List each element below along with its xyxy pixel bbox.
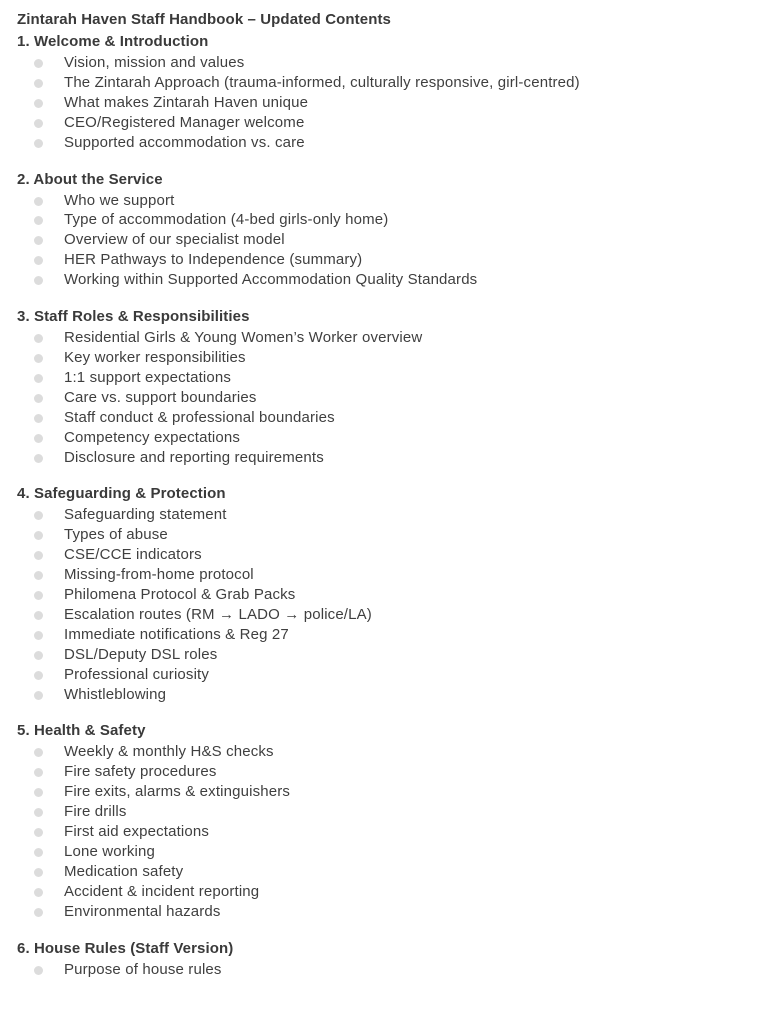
list-item (17, 862, 768, 882)
bullet-dot-icon (34, 454, 43, 463)
list-item (17, 545, 768, 565)
section-heading: 5. Health & Safety (17, 722, 146, 740)
bullet-dot-icon (34, 671, 43, 680)
list-item-text: Immediate notifications & Reg 27 (64, 625, 289, 643)
bullet-dot-icon (34, 236, 43, 245)
list-item (17, 428, 768, 448)
section-1 (17, 31, 768, 153)
bullet-dot-icon (34, 966, 43, 975)
bullet-dot-icon (34, 79, 43, 88)
list-item-text: Philomena Protocol & Grab Packs (64, 586, 296, 604)
list-item-text: Competency expectations (64, 428, 241, 446)
list-item-text: Fire exits, alarms & extinguishers (64, 783, 291, 801)
list-item (17, 408, 768, 428)
bullet-dot-icon (34, 768, 43, 777)
list-item-text: Key worker responsibilities (64, 348, 246, 366)
list-item (17, 368, 768, 388)
bullet-dot-icon (34, 434, 43, 443)
bullet-dot-icon (34, 216, 43, 225)
section-heading: 6. House Rules (Staff Version) (17, 939, 234, 957)
list-item (17, 665, 768, 685)
list-item-text: Staff conduct & professional boundaries (64, 408, 335, 426)
bullet-dot-icon (34, 354, 43, 363)
section-5 (17, 720, 768, 921)
bullet-dot-icon (34, 748, 43, 757)
list-item-text: Residential Girls & Young Women’s Worker overview (64, 329, 423, 347)
list-item (17, 842, 768, 862)
bullet-list (17, 742, 768, 921)
list-item (17, 685, 768, 705)
bullet-dot-icon (34, 59, 43, 68)
bullet-dot-icon (34, 256, 43, 265)
list-item (17, 565, 768, 585)
document-title: Zintarah Haven Staff Handbook – Updated Contents (17, 11, 391, 28)
bullet-dot-icon (34, 788, 43, 797)
list-item (17, 113, 768, 133)
list-item-text: Disclosure and reporting requirements (64, 448, 324, 466)
list-item-text: Weekly & monthly H&S checks (64, 743, 274, 761)
bullet-dot-icon (34, 888, 43, 897)
list-item-text: Purpose of house rules (64, 960, 222, 978)
list-item-text: CEO/Registered Manager welcome (64, 113, 305, 131)
list-item-text: First aid expectations (64, 823, 210, 841)
list-item-text: Fire safety procedures (64, 763, 217, 781)
section-4 (17, 483, 768, 704)
list-item (17, 960, 768, 980)
section-2 (17, 169, 768, 291)
list-item-text: Accident & incident reporting (64, 882, 260, 900)
list-item-text: HER Pathways to Independence (summary) (64, 251, 363, 269)
list-item-text: CSE/CCE indicators (64, 546, 202, 564)
list-item-text: The Zintarah Approach (trauma-informed, culturally responsive, girl-centred) (64, 73, 580, 91)
section-6 (17, 938, 768, 980)
list-item (17, 625, 768, 645)
list-item (17, 882, 768, 902)
bullet-dot-icon (34, 551, 43, 560)
bullet-dot-icon (34, 848, 43, 857)
bullet-dot-icon (34, 414, 43, 423)
list-item (17, 762, 768, 782)
bullet-dot-icon (34, 139, 43, 148)
bullet-dot-icon (34, 197, 43, 206)
bullet-dot-icon (34, 631, 43, 640)
list-item (17, 505, 768, 525)
list-item (17, 645, 768, 665)
list-item-text: Safeguarding statement (64, 506, 227, 524)
bullet-list (17, 328, 768, 467)
bullet-list (17, 53, 768, 153)
list-item-text: 1:1 support expectations (64, 368, 232, 386)
list-item-text: Missing-from-home protocol (64, 566, 254, 584)
bullet-dot-icon (34, 394, 43, 403)
bullet-dot-icon (34, 651, 43, 660)
list-item-text: Care vs. support boundaries (64, 388, 257, 406)
list-item (17, 270, 768, 290)
list-item (17, 742, 768, 762)
section-heading: 2. About the Service (17, 170, 163, 188)
list-item-text: Who we support (64, 191, 175, 209)
list-item (17, 210, 768, 230)
list-item-text: Lone working (64, 843, 156, 860)
list-item-text: Types of abuse (64, 526, 168, 544)
bullet-dot-icon (34, 99, 43, 108)
list-item (17, 822, 768, 842)
bullet-list (17, 960, 768, 980)
list-item-text: Overview of our specialist model (64, 231, 285, 249)
bullet-dot-icon (34, 611, 43, 620)
bullet-dot-icon (34, 591, 43, 600)
bullet-dot-icon (34, 119, 43, 128)
list-item-text: Fire drills (64, 803, 127, 821)
list-item-text: DSL/Deputy DSL roles (64, 645, 218, 663)
list-item (17, 328, 768, 348)
list-item-text: Medication safety (64, 862, 184, 880)
section-3 (17, 306, 768, 467)
section-heading: 3. Staff Roles & Responsibilities (17, 308, 250, 326)
section-heading: 1. Welcome & Introduction (17, 33, 209, 50)
list-item-text: Environmental hazards (64, 902, 221, 920)
list-item (17, 191, 768, 211)
bullet-dot-icon (34, 868, 43, 877)
list-item (17, 902, 768, 922)
bullet-list (17, 191, 768, 291)
bullet-dot-icon (34, 571, 43, 580)
list-item-text: Whistleblowing (64, 685, 167, 703)
bullet-dot-icon (34, 828, 43, 837)
list-item-text: Working within Supported Accommodation Quality Standards (64, 271, 478, 289)
bullet-dot-icon (34, 691, 43, 700)
list-item-text: Professional curiosity (64, 665, 210, 683)
bullet-dot-icon (34, 374, 43, 383)
list-item-text: Supported accommodation vs. care (64, 133, 305, 151)
list-item (17, 348, 768, 368)
list-item (17, 388, 768, 408)
bullet-dot-icon (34, 808, 43, 817)
bullet-dot-icon (34, 531, 43, 540)
bullet-list (17, 505, 768, 704)
list-item (17, 782, 768, 802)
list-item-text: Vision, mission and values (64, 54, 245, 71)
list-item (17, 585, 768, 605)
list-item (17, 93, 768, 113)
list-item (17, 448, 768, 468)
bullet-dot-icon (34, 334, 43, 343)
list-item (17, 525, 768, 545)
list-item (17, 802, 768, 822)
list-item (17, 53, 768, 73)
bullet-dot-icon (34, 908, 43, 917)
list-item-text: What makes Zintarah Haven unique (64, 93, 309, 111)
sections-container (17, 31, 768, 980)
section-heading: 4. Safeguarding & Protection (17, 485, 226, 503)
list-item-text: Type of accommodation (4-bed girls-only home) (64, 211, 389, 229)
list-item-text: Escalation routes (RM → LADO → police/LA) (64, 605, 372, 623)
list-item (17, 605, 768, 625)
bullet-dot-icon (34, 276, 43, 285)
bullet-dot-icon (34, 511, 43, 520)
list-item (17, 250, 768, 270)
list-item (17, 230, 768, 250)
list-item (17, 73, 768, 93)
list-item (17, 133, 768, 153)
